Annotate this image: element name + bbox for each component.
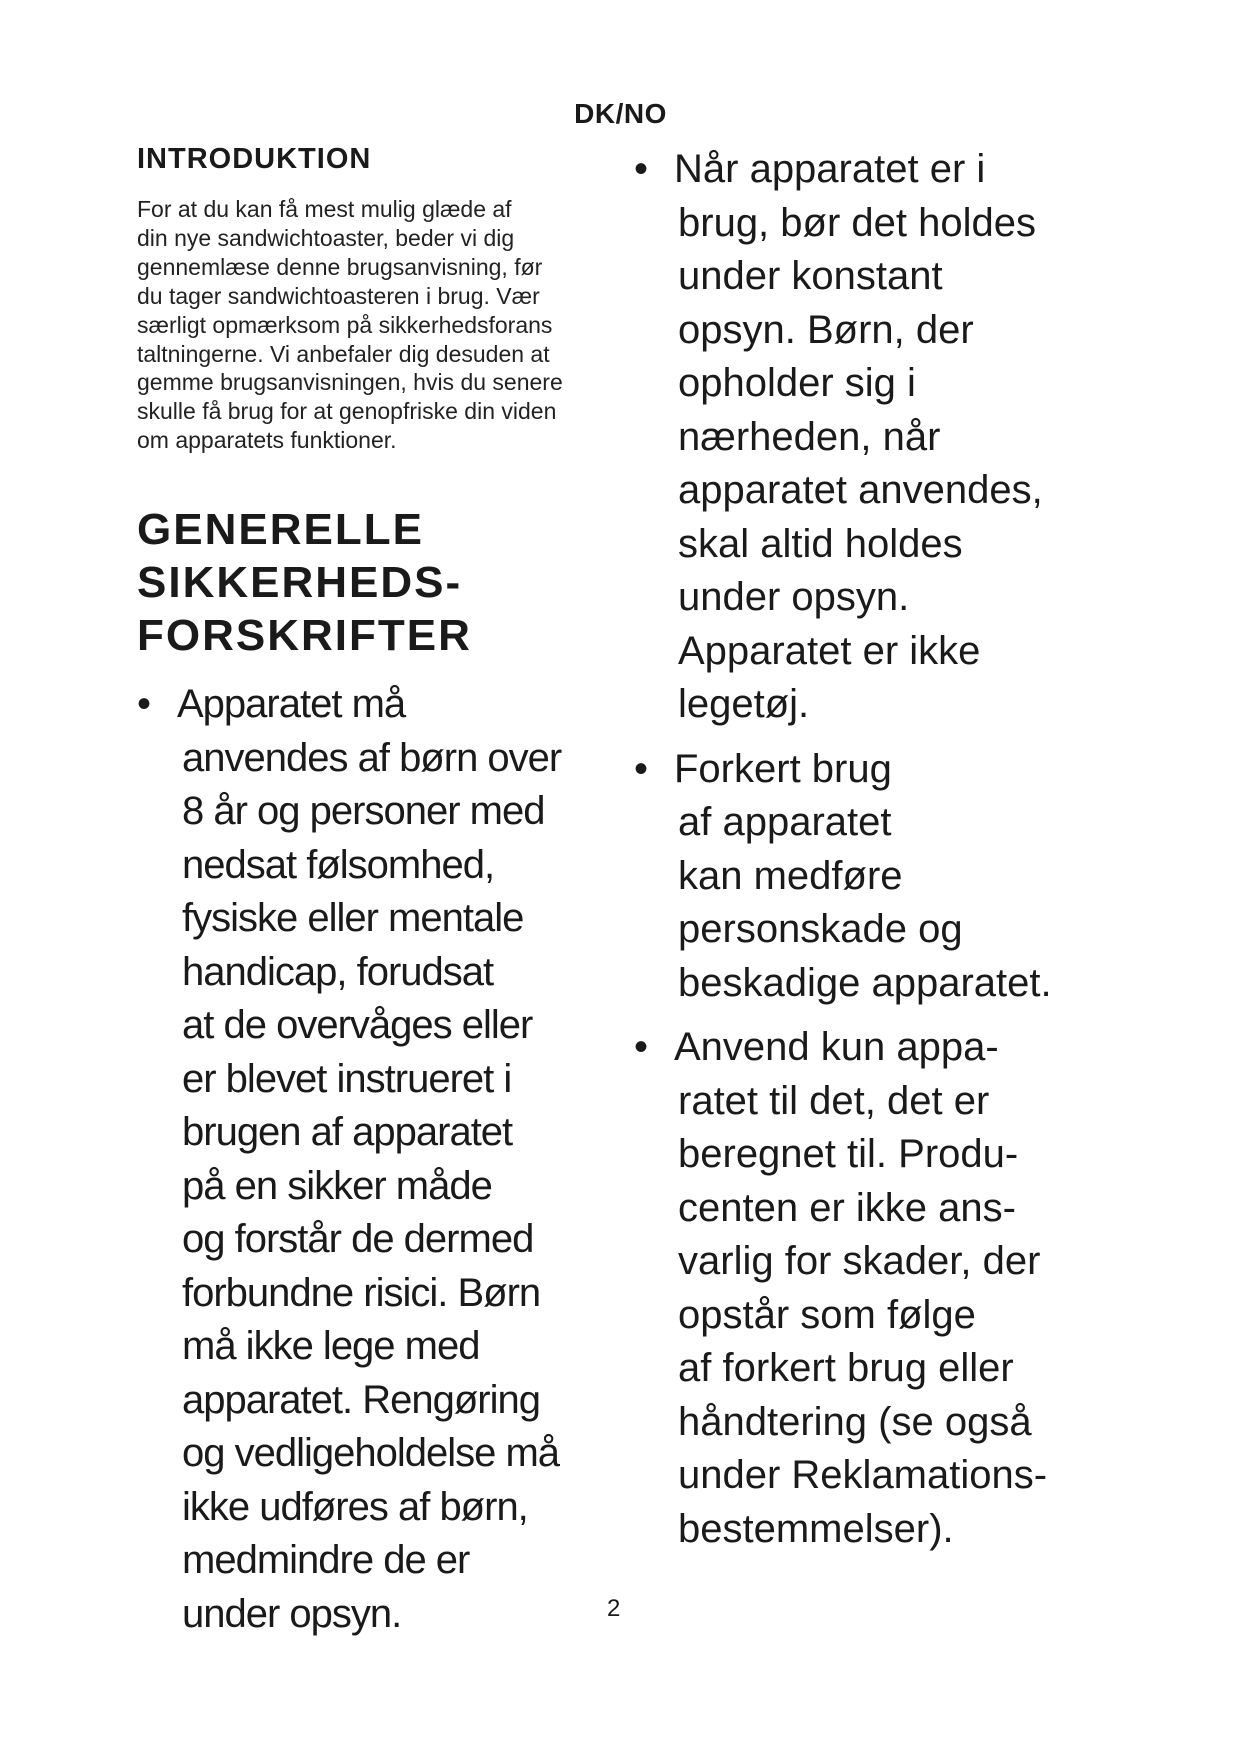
bullet-line: brug, bør det holdes	[678, 200, 1036, 245]
bullet-line: fysiske eller mentale	[182, 896, 524, 941]
bullet-line: Når apparatet er i	[674, 147, 986, 191]
intro-line: skulle få brug for at genopfriske din viden	[137, 398, 557, 425]
bullet-line: apparatet. Rengøring	[182, 1377, 541, 1422]
bullet-line: og forstår de dermed	[182, 1217, 534, 1262]
bullet-line: kan medføre	[678, 853, 903, 898]
left-column	[137, 143, 617, 1641]
bullet-icon: •	[137, 682, 152, 727]
safety-heading-line: SIKKERHEDS-	[137, 558, 463, 608]
bullet-line: opholder sig i	[678, 361, 916, 405]
safety-heading	[137, 503, 617, 662]
bullet-icon: •	[634, 1025, 649, 1069]
bullet-line: nærheden, når	[678, 414, 941, 459]
bullet-line: Forkert brug	[674, 746, 892, 791]
bullet-line: ikke udføres af børn,	[182, 1484, 528, 1529]
intro-line: gennemlæse denne brugsanvisning, før	[137, 253, 543, 280]
bullet-text	[634, 743, 1104, 1011]
bullet-icon: •	[634, 147, 649, 191]
intro-line: om apparatets funktioner.	[137, 427, 397, 454]
safety-bullet-intended-use	[634, 1021, 1104, 1556]
bullet-icon: •	[634, 746, 649, 791]
bullet-line: Anvend kun appa-	[674, 1025, 999, 1069]
bullet-line: under opsyn.	[182, 1591, 402, 1636]
intro-line: du tager sandwichtoasteren i brug. Vær	[137, 282, 540, 309]
bullet-line: opstår som følge	[678, 1292, 976, 1337]
bullet-line: opsyn. Børn, der	[678, 307, 974, 352]
bullet-line: centen er ikke ans-	[678, 1185, 1016, 1230]
bullet-line: under Reklamations-	[678, 1453, 1048, 1497]
intro-paragraph	[137, 195, 617, 455]
intro-line: For at du kan få mest mulig glæde af	[137, 196, 512, 222]
bullet-line: under konstant	[678, 254, 943, 298]
bullet-line: personskade og	[678, 907, 963, 951]
bullet-line: apparatet anvendes,	[678, 468, 1043, 512]
bullet-line: skal altid holdes	[678, 521, 963, 566]
safety-bullet-children	[137, 678, 617, 1641]
bullet-line: brugen af apparatet	[182, 1110, 513, 1155]
safety-heading-line: GENERELLE	[137, 505, 424, 555]
bullet-line: bestemmelser).	[678, 1506, 954, 1551]
right-column	[634, 143, 1104, 1556]
intro-line: særligt opmærksom på sikkerhedsforans	[137, 311, 553, 338]
bullet-line: forbundne risici. Børn	[182, 1270, 541, 1315]
intro-line: din nye sandwichtoaster, beder vi dig	[137, 224, 515, 251]
bullet-line: varlig for skader, der	[678, 1239, 1041, 1283]
bullet-line: må ikke lege med	[182, 1324, 480, 1369]
bullet-line: medmindre de er	[182, 1538, 470, 1583]
bullet-line: og vedligeholdelse må	[182, 1431, 560, 1476]
bullet-text	[634, 1021, 1104, 1556]
bullet-line: at de overvåges eller	[182, 1003, 533, 1048]
bullet-line: beskadige apparatet.	[678, 960, 1052, 1005]
intro-line: taltningerne. Vi anbefaler dig desuden at	[137, 340, 550, 367]
safety-bullet-supervision	[634, 143, 1104, 732]
safety-heading-line: FORSKRIFTER	[137, 611, 472, 661]
bullet-line: under opsyn.	[678, 575, 910, 619]
bullet-line: nedsat følsomhed,	[182, 842, 495, 887]
safety-bullet-misuse	[634, 743, 1104, 1011]
intro-heading: INTRODUKTION	[137, 143, 372, 175]
bullet-line: legetøj.	[678, 682, 810, 726]
bullet-line: anvendes af børn over	[182, 735, 562, 780]
bullet-line: af apparatet	[678, 800, 892, 844]
bullet-line: håndtering (se også	[678, 1399, 1032, 1444]
bullet-line: beregnet til. Produ-	[678, 1132, 1019, 1176]
bullet-line: Apparatet er ikke	[678, 628, 981, 673]
bullet-line: handicap, forudsat	[182, 949, 494, 994]
language-code-header: DK/NO	[574, 98, 667, 129]
bullet-text	[137, 678, 617, 1641]
bullet-line: Apparatet må	[177, 682, 406, 727]
bullet-line: af forkert brug eller	[678, 1346, 1014, 1390]
page-number: 2	[607, 1595, 621, 1622]
bullet-text	[634, 143, 1104, 732]
bullet-line: ratet til det, det er	[678, 1078, 990, 1123]
bullet-line: er blevet instrueret i	[182, 1056, 512, 1101]
intro-line: gemme brugsanvisningen, hvis du senere	[137, 369, 563, 396]
bullet-line: på en sikker måde	[182, 1163, 492, 1208]
bullet-line: 8 år og personer med	[182, 789, 545, 834]
